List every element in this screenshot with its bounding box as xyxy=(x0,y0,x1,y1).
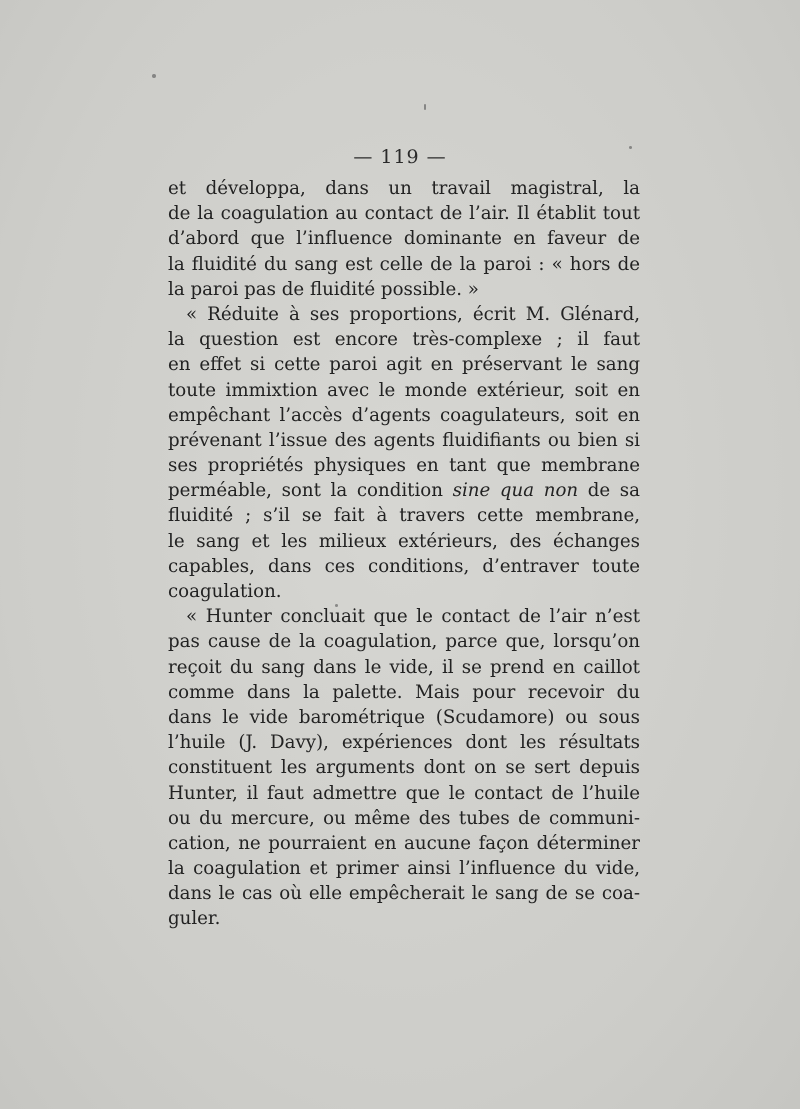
text-line: cation, ne pourraient en aucune façon déterminer xyxy=(168,832,640,854)
text-line: dans le vide barométrique (Scudamore) ou sous xyxy=(168,706,640,728)
text-line xyxy=(168,478,640,503)
italic-phrase: sine qua non xyxy=(452,480,579,502)
text-line: la question est encore très-complexe ; il faut xyxy=(168,329,640,351)
text-line: toute immixtion avec le monde extérieur, soit en xyxy=(168,379,640,401)
text-line: dans le cas où elle empêcherait le sang de se coa- xyxy=(168,883,640,905)
text-line: coagulation. xyxy=(168,581,282,602)
text-line: constituent les arguments dont on se sert depuis xyxy=(168,757,640,779)
text-line: comme dans la palette. Mais pour recevoir du xyxy=(168,681,640,703)
body-text xyxy=(168,176,640,932)
text-line: pas cause de la coagulation, parce que, lorsqu’on xyxy=(168,631,640,653)
text-line: « Hunter concluait que le contact de l’air n’est xyxy=(186,606,640,628)
text-line: en effet si cette paroi agit en préservant le sang xyxy=(168,354,640,376)
text-line: d’abord que l’influence dominante en faveur de xyxy=(168,228,640,250)
paper-speck xyxy=(152,74,156,78)
text-segment: perméable, sont la condition xyxy=(168,480,453,502)
text-line: capables, dans ces conditions, d’entraver toute xyxy=(168,555,640,577)
text-line: la paroi pas de fluidité possible. » xyxy=(168,278,479,300)
text-line: empêchant l’accès d’agents coagulateurs, soit en xyxy=(168,404,640,426)
text-line: et développa, dans un travail magistral, la xyxy=(168,178,640,199)
text-line: le sang et les milieux extérieurs, des échanges xyxy=(168,530,640,552)
text-segment: de sa xyxy=(578,480,640,502)
text-line: guler. xyxy=(168,908,221,930)
text-line: reçoit du sang dans le vide, il se prend en caillot xyxy=(168,656,640,678)
text-line: l’huile (J. Davy), expériences dont les résultats xyxy=(168,732,640,754)
text-line: prévenant l’issue des agents fluidifiants ou bien si xyxy=(168,429,640,451)
text-line: « Réduite à ses proportions, écrit M. Glénard, xyxy=(186,303,640,325)
text-line: ses propriétés physiques en tant que membrane xyxy=(168,455,640,477)
text-line: de la coagulation au contact de l’air. Il établit tout xyxy=(168,203,640,225)
text-line: la fluidité du sang est celle de la paroi : « hors de xyxy=(168,253,640,275)
page-number: — 119 — xyxy=(353,146,447,168)
paper-speck xyxy=(424,104,426,110)
text-line: Hunter, il faut admettre que le contact de l’huile xyxy=(168,782,640,804)
text-line: la coagulation et primer ainsi l’influence du vide, xyxy=(168,858,640,880)
text-line: fluidité ; s’il se fait à travers cette membrane, xyxy=(168,505,640,527)
text-line: ou du mercure, ou même des tubes de communi- xyxy=(168,807,640,829)
